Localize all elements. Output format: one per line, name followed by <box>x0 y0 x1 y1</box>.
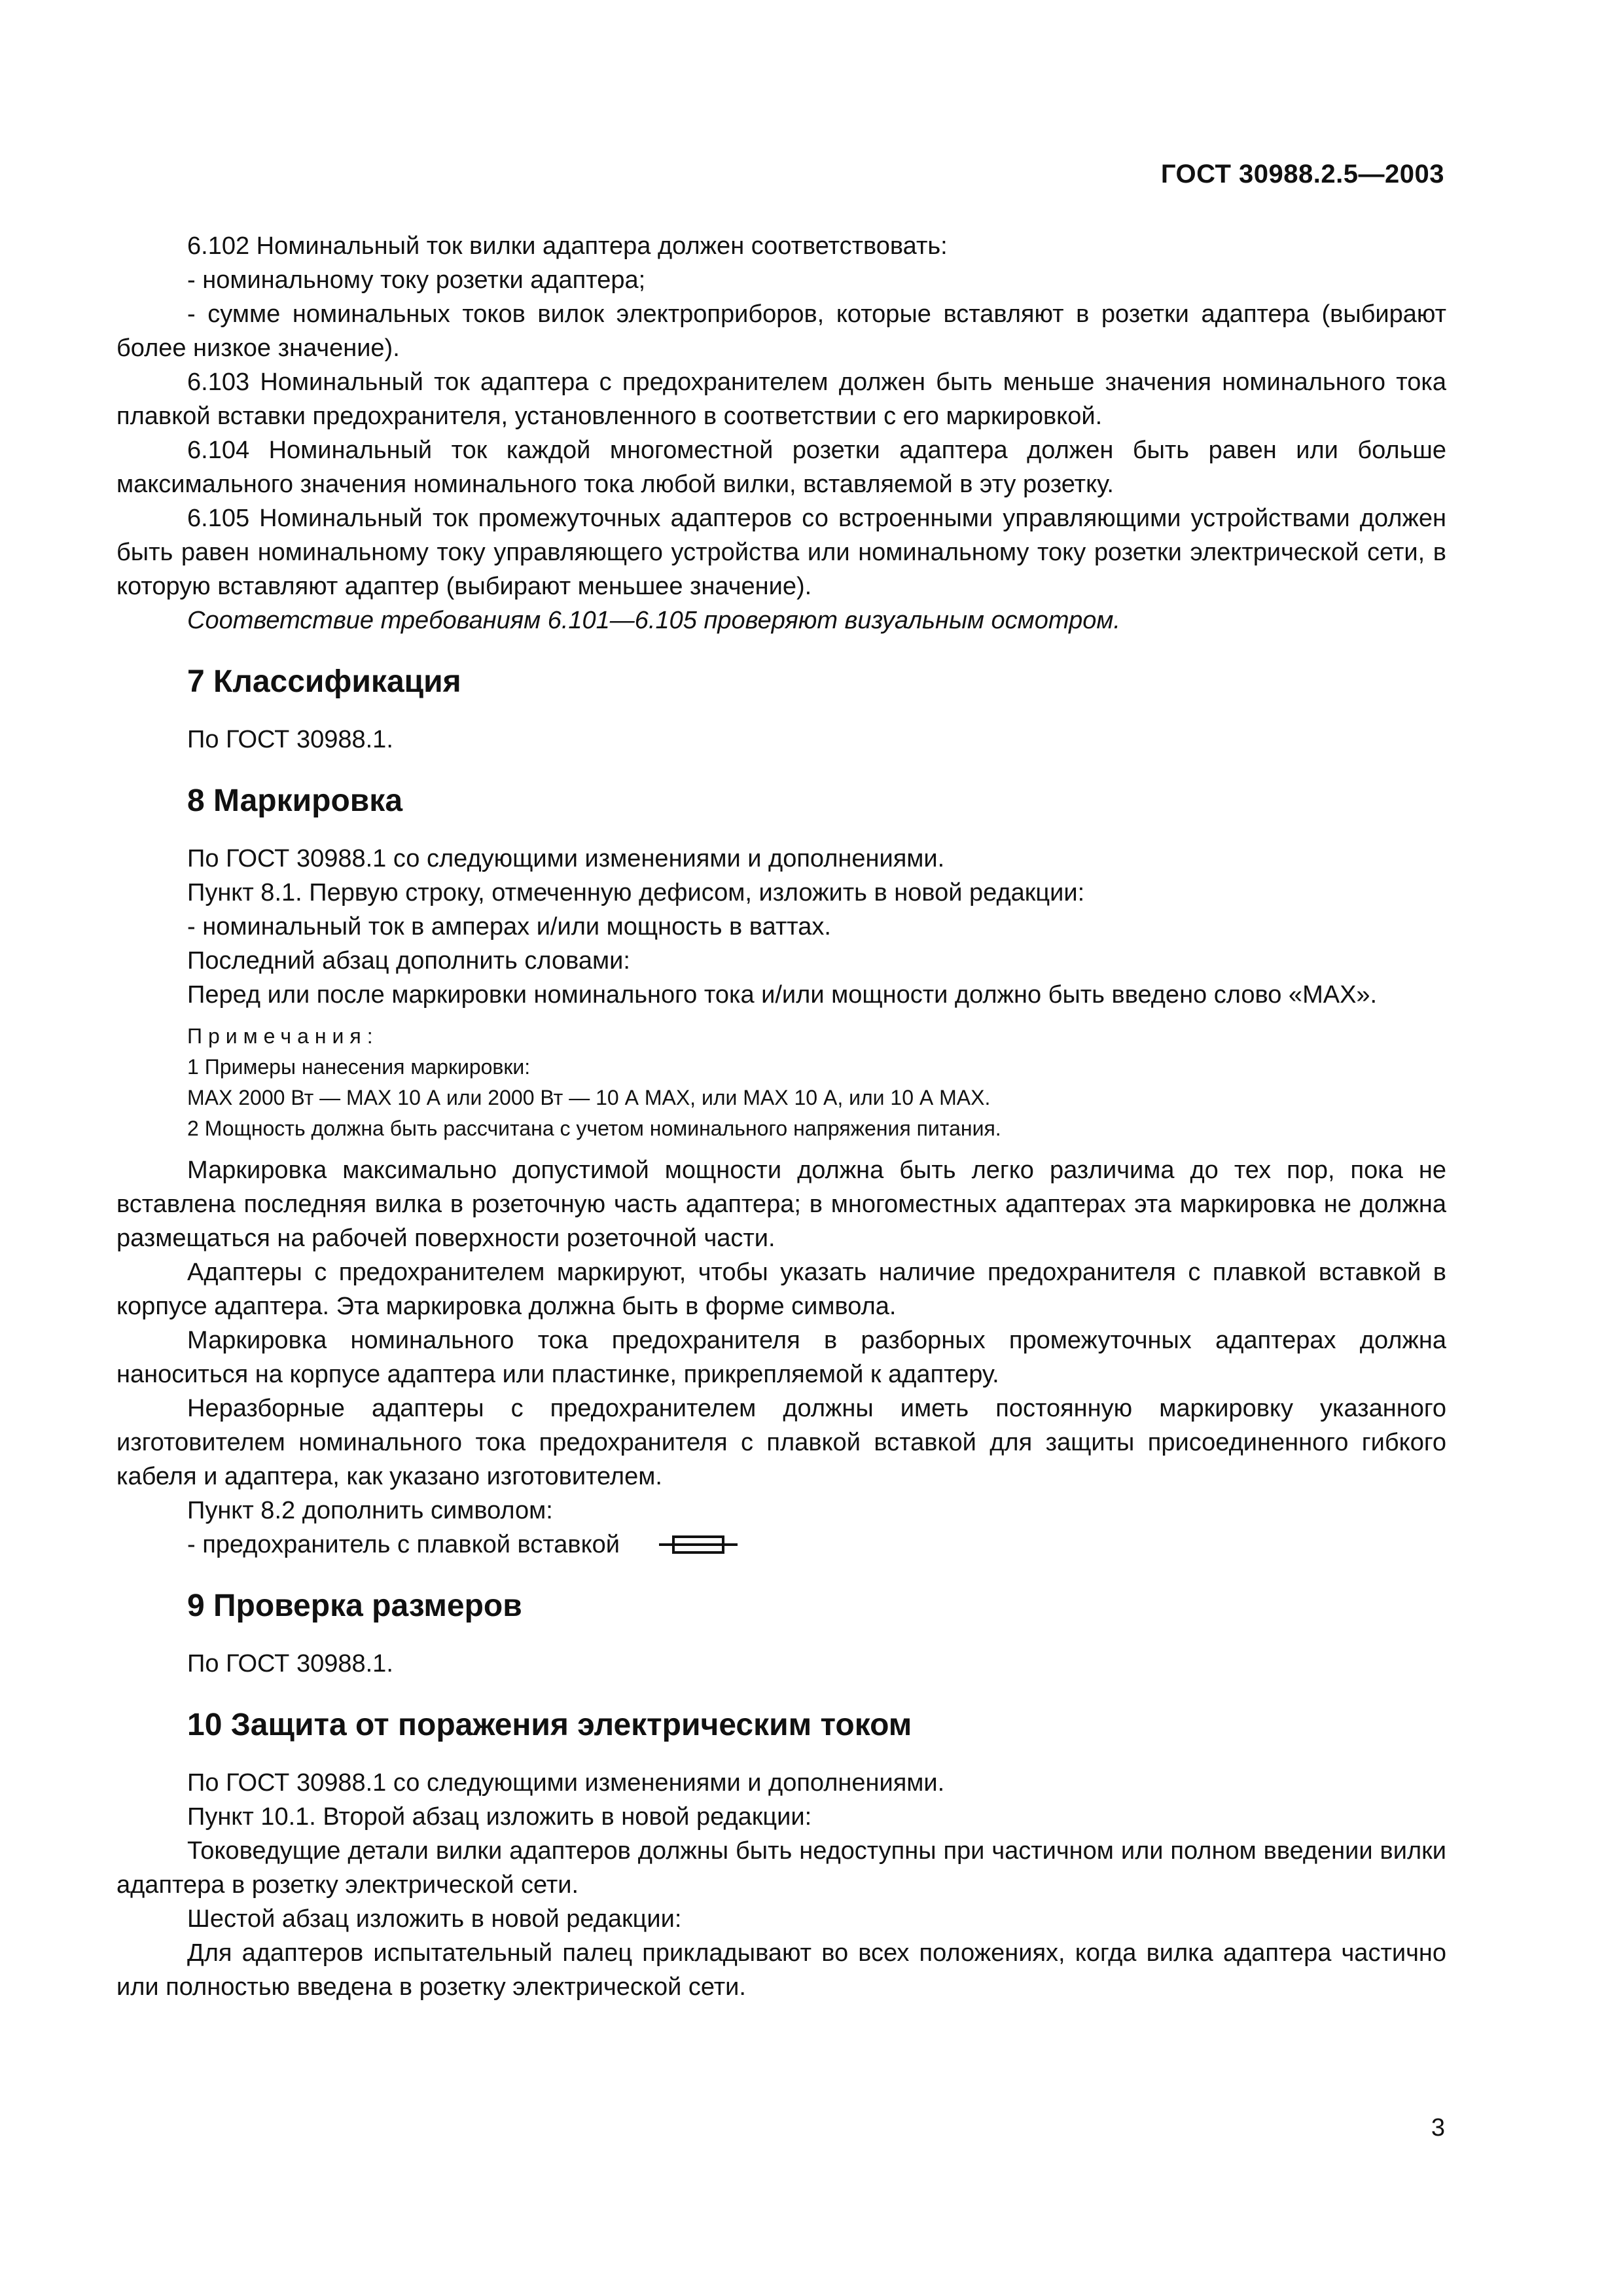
page-content <box>116 229 1446 2004</box>
page-number: 3 <box>1431 2114 1445 2142</box>
paragraph-6-103: 6.103 Номинальный ток адаптера с предохранителем должен быть меньше значения номинального тока плавкой вставки предохранителя, установленного в соответствии с его маркировкой. <box>116 368 1446 430</box>
notes-title: Примечания: <box>187 1024 379 1048</box>
section-8-heading: 8 Маркировка <box>187 783 403 818</box>
section-7-heading: 7 Классификация <box>187 664 461 699</box>
compliance-note: Соответствие требованиям 6.101—6.105 проверяют визуальным осмотром. <box>187 607 1120 634</box>
section-10-intro: По ГОСТ 30988.1 со следующими изменениями и дополнениями. <box>187 1769 945 1797</box>
section-9-text: По ГОСТ 30988.1. <box>187 1650 393 1677</box>
paragraph-6-105: 6.105 Номинальный ток промежуточных адаптеров со встроенными управляющими устройствами должен быть равен номинальному току управляющего устройства или номинальному току розетки электрической сети, в которую вставляют адаптер (выбирают меньшее значение). <box>116 505 1446 600</box>
paragraph-6-102: 6.102 Номинальный ток вилки адаптера должен соответствовать: <box>187 232 948 260</box>
note-2: 2 Мощность должна быть рассчитана с учетом номинального напряжения питания. <box>187 1117 1001 1140</box>
section-7-text: По ГОСТ 30988.1. <box>187 726 393 753</box>
paragraph-6-104: 6.104 Номинальный ток каждой многоместной розетки адаптера должен быть равен или больше максимального значения номинального тока любой вилки, вставляемой в эту розетку. <box>116 437 1446 498</box>
section-10-sixth-paragraph-note: Шестой абзац изложить в новой редакции: <box>187 1905 682 1933</box>
note-1: 1 Примеры нанесения маркировки: <box>187 1055 531 1079</box>
section-8-fuse-current-marking: Маркировка номинального тока предохранителя в разборных промежуточных адаптерах должна наноситься на корпусе адаптера или пластинке, прикрепляемой к адаптеру. <box>116 1327 1446 1388</box>
section-10-live-parts: Токоведущие детали вилки адаптеров должны быть недоступны при частичном или полном введении вилки адаптера в розетку электрической сети. <box>116 1837 1446 1899</box>
section-9-heading: 9 Проверка размеров <box>187 1588 522 1623</box>
section-8-item-current: - номинальный ток в амперах и/или мощность в ваттах. <box>187 913 831 941</box>
section-8-last-paragraph-note: Последний абзац дополнить словами: <box>187 947 630 975</box>
paragraph-6-102-item2: - сумме номинальных токов вилок электроприборов, которые вставляют в розетки адаптера (выбирают более низкое значение). <box>116 300 1446 362</box>
section-8-clause-8-1: Пункт 8.1. Первую строку, отмеченную дефисом, изложить в новой редакции: <box>187 879 1085 906</box>
note-1-examples: MAX 2000 Вт — MAX 10 А или 2000 Вт — 10 А MAX, или MAX 10 А, или 10 А MAX. <box>187 1086 991 1109</box>
section-8-clause-8-2: Пункт 8.2 дополнить символом: <box>187 1497 553 1524</box>
section-8-fuse-marking: Адаптеры с предохранителем маркируют, чтобы указать наличие предохранителя с плавкой вставкой в корпусе адаптера. Эта маркировка должна быть в форме символа. <box>116 1259 1446 1320</box>
fuse-symbol-line <box>116 1528 1446 1562</box>
section-10-clause-10-1: Пункт 10.1. Второй абзац изложить в новой редакции: <box>187 1803 812 1831</box>
fuse-symbol-icon <box>659 1534 738 1556</box>
section-10-test-finger: Для адаптеров испытательный палец прикладывают во всех положениях, когда вилка адаптера частично или полностью введена в розетку электрической сети. <box>116 1939 1446 2001</box>
section-8-max-power-marking: Маркировка максимально допустимой мощности должна быть легко различима до тех пор, пока не вставлена последняя вилка в розеточную часть адаптера; в многоместных адаптерах эта маркировка не должна размещаться на рабочей поверхности розеточной части. <box>116 1157 1446 1252</box>
paragraph-6-102-item1: - номинальному току розетки адаптера; <box>187 266 646 294</box>
section-8-intro: По ГОСТ 30988.1 со следующими изменениями и дополнениями. <box>187 845 945 872</box>
section-8-max-word: Перед или после маркировки номинального тока и/или мощности должно быть введено слово «MAX». <box>187 981 1378 1009</box>
section-10-heading: 10 Защита от поражения электрическим током <box>187 1708 912 1742</box>
document-header-code: ГОСТ 30988.2.5—2003 <box>1160 160 1444 188</box>
fuse-symbol-label: - предохранитель с плавкой вставкой <box>187 1531 620 1558</box>
section-8-non-rewirable: Неразборные адаптеры с предохранителем должны иметь постоянную маркировку указанного изготовителем номинального тока предохранителя с плавкой вставкой для защиты присоединенного гибкого кабеля и адаптера, как указано изготовителем. <box>116 1395 1446 1490</box>
